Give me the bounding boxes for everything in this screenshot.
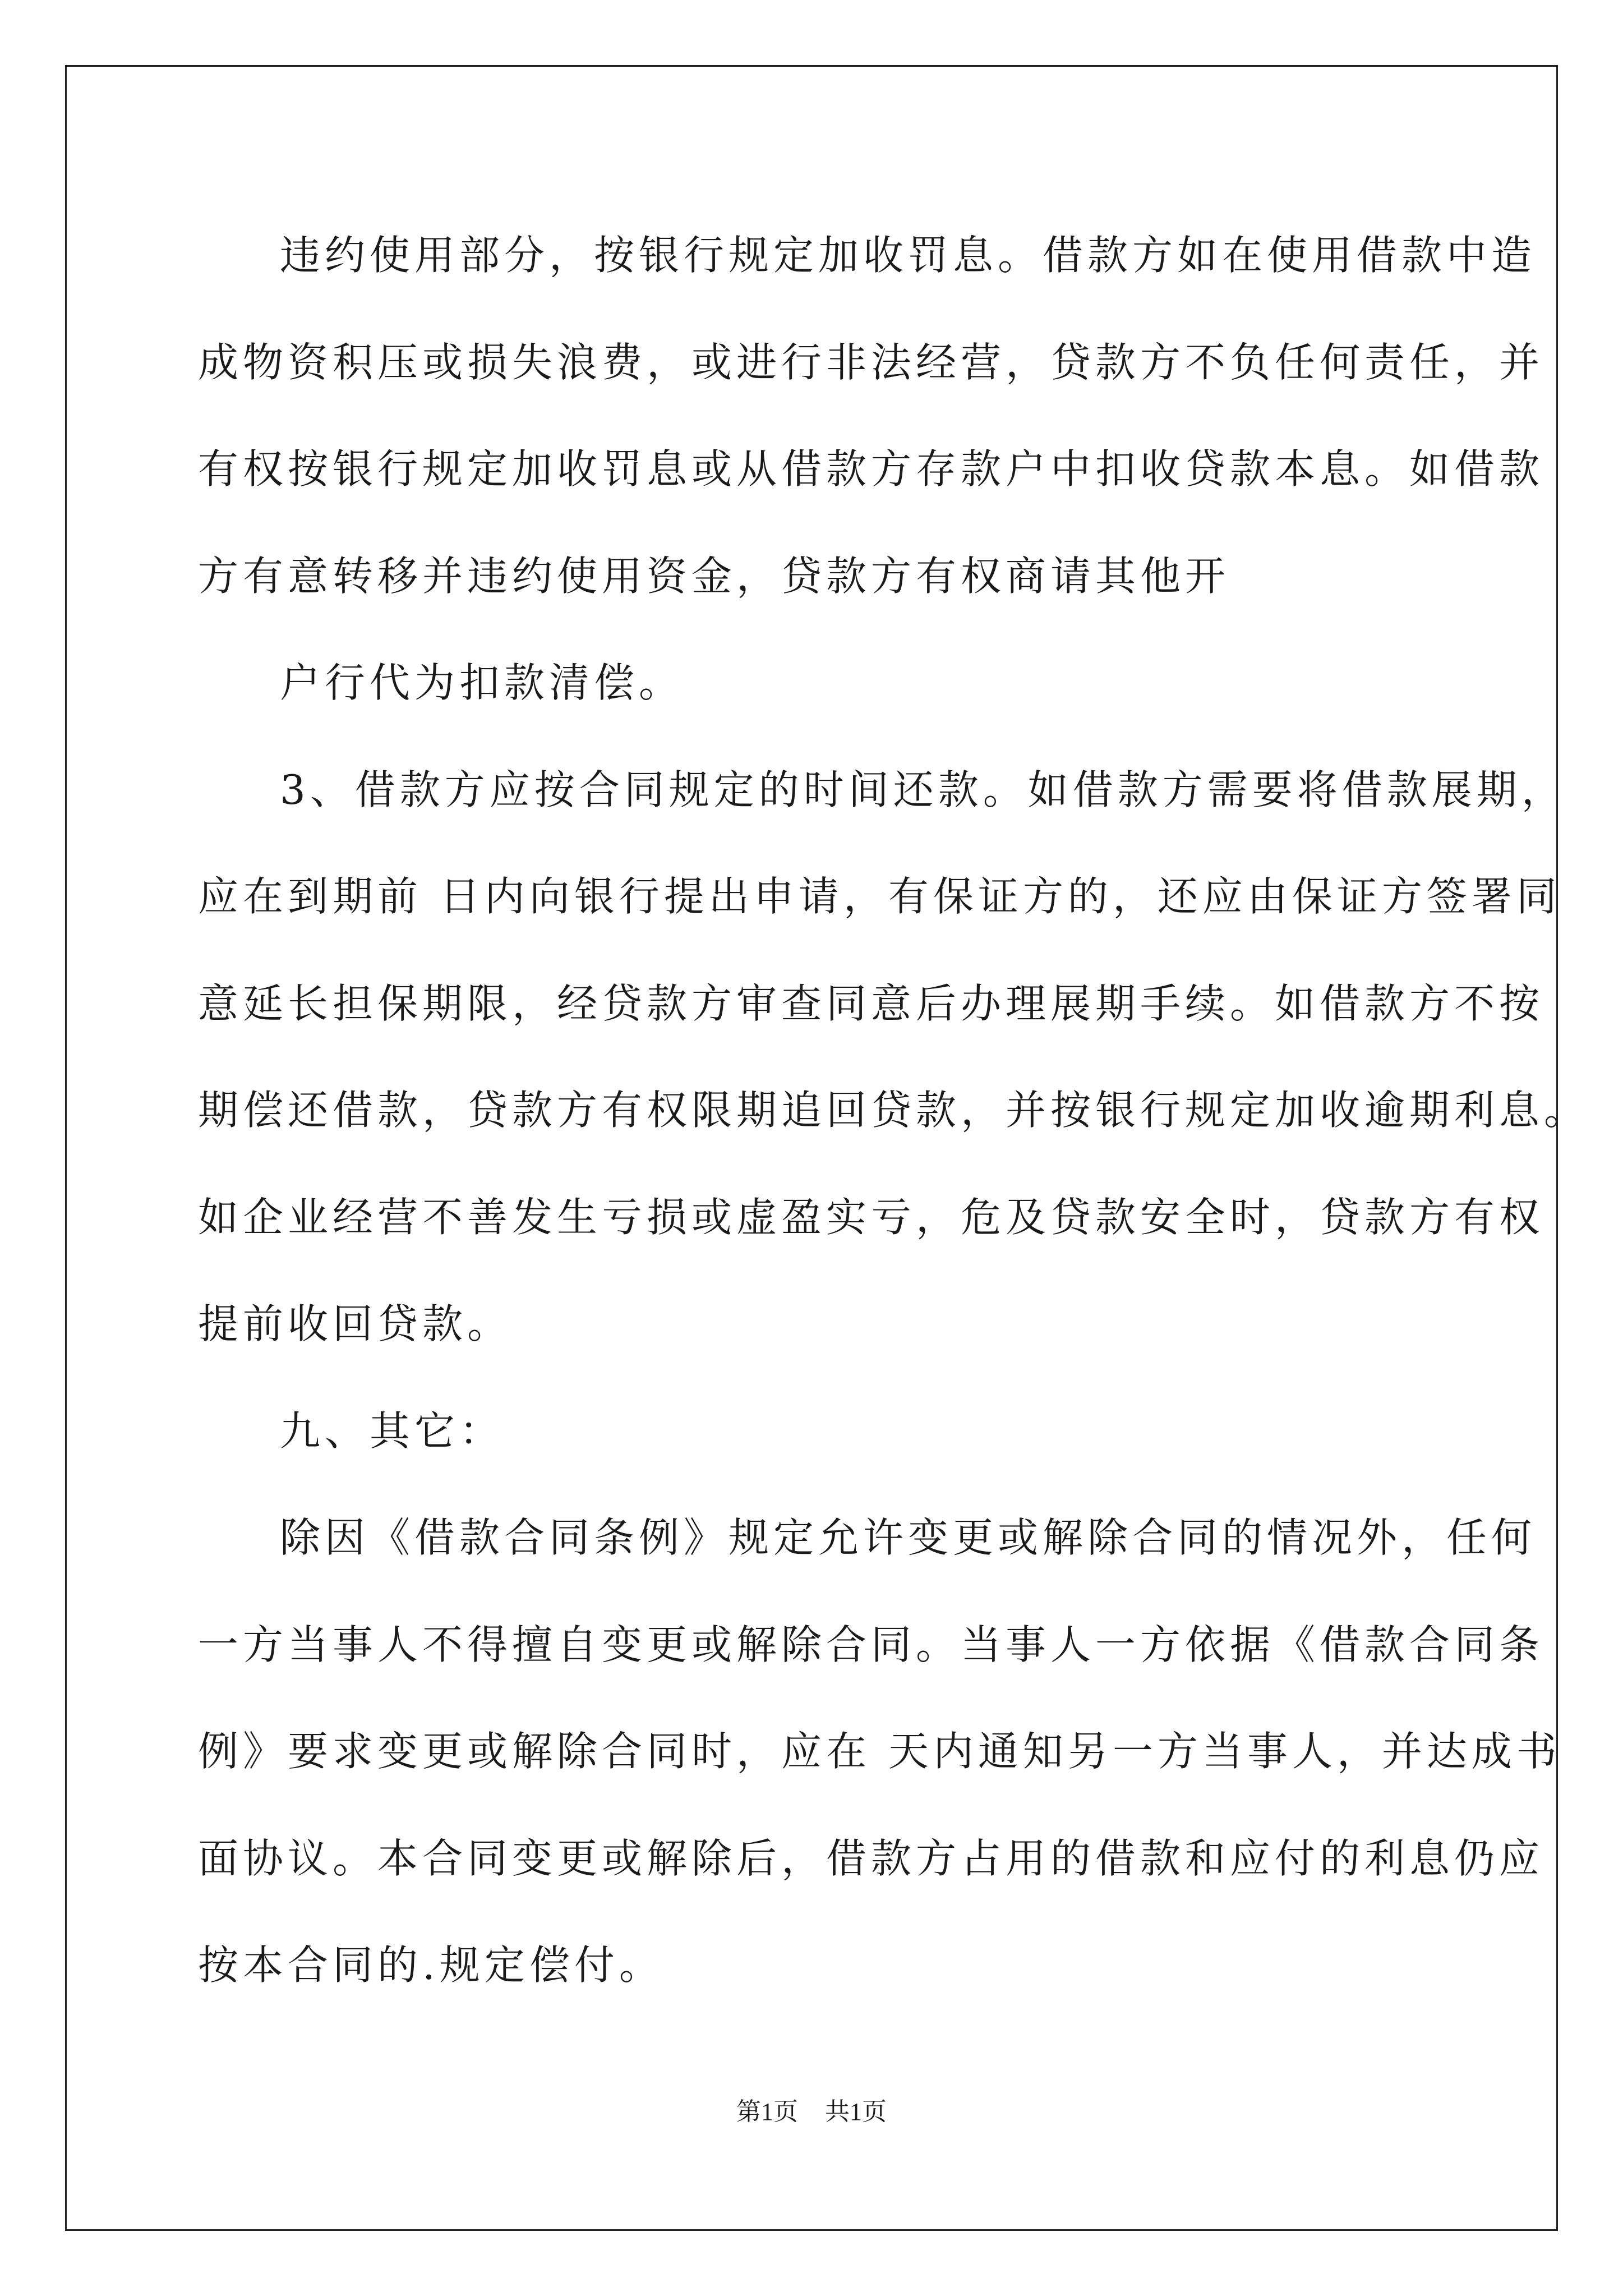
- text-line-1: 违约使用部分，按银行规定加收罚息。借款方如在使用借款中造: [280, 232, 1537, 279]
- text-line-17: 按本合同的.规定偿付。: [198, 1941, 664, 1989]
- text-line-9: 期偿还借款，贷款方有权限期追回贷款，并按银行规定加收逾期利息。: [198, 1087, 1589, 1134]
- document-body: [198, 202, 1589, 2019]
- text-line-5: 户行代为扣款清偿。: [280, 659, 684, 706]
- text-line-14: 一方当事人不得擅自变更或解除合同。当事人一方依据《借款合同条: [198, 1621, 1544, 1668]
- page-number: 第1页: [736, 2098, 798, 2125]
- page-total: 共1页: [825, 2098, 887, 2125]
- section-heading: 九、其它：: [280, 1407, 505, 1455]
- text-line-16: 面协议。本合同变更或解除后，借款方占用的借款和应付的利息仍应: [198, 1834, 1544, 1882]
- text-line-3: 有权按银行规定加收罚息或从借款方存款户中扣收贷款本息。如借款: [198, 445, 1544, 493]
- text-line-15: 例》要求变更或解除合同时，应在 天内通知另一方当事人，并达成书: [198, 1728, 1561, 1775]
- text-line-8: 意延长担保期限，经贷款方审查同意后办理展期手续。如借款方不按: [198, 979, 1544, 1027]
- text-line-11: 提前收回贷款。: [198, 1300, 513, 1347]
- text-line-4: 方有意转移并违约使用资金，贷款方有权商请其他开: [198, 552, 1230, 600]
- page-footer: [0, 2095, 1623, 2129]
- text-line-13: 除因《借款合同条例》规定允许变更或解除合同的情况外，任何: [280, 1514, 1537, 1561]
- text-line-10: 如企业经营不善发生亏损或虚盈实亏，危及贷款安全时，贷款方有权: [198, 1193, 1544, 1241]
- text-line-7: 应在到期前 日内向银行提出申请，有保证方的，还应由保证方签署同: [198, 873, 1561, 920]
- text-line-2: 成物资积压或损失浪费，或进行非法经营，贷款方不负任何责任，并: [198, 338, 1544, 386]
- text-line-6: 3、借款方应按合同规定的时间还款。如借款方需要将借款展期，: [280, 766, 1566, 813]
